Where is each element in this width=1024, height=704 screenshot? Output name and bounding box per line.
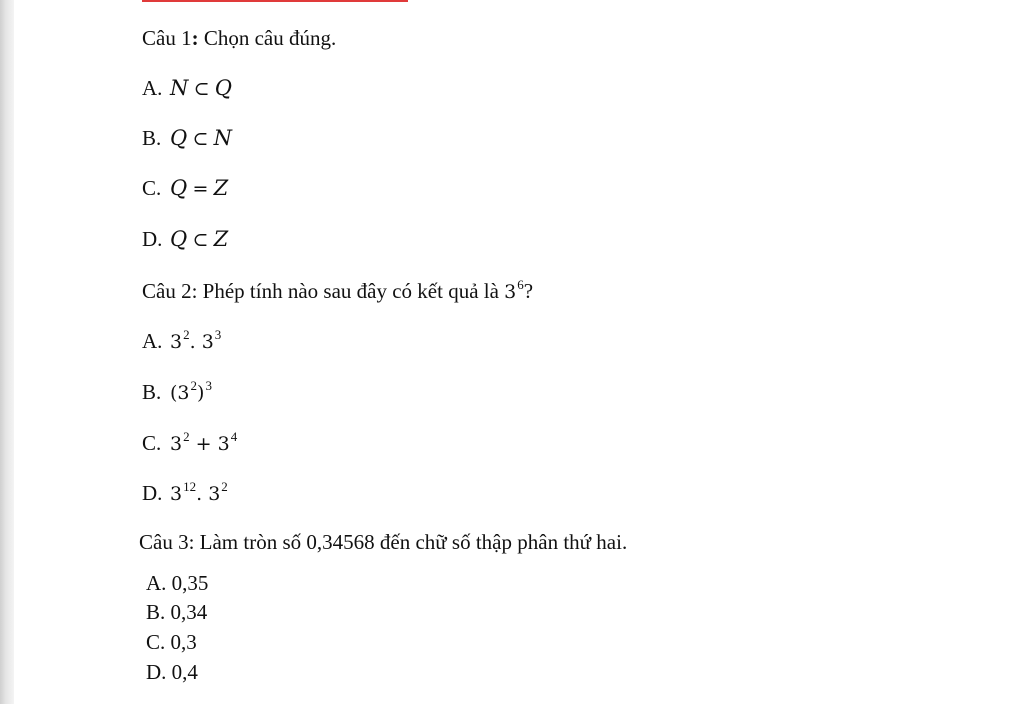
option-operator: ⊂ xyxy=(192,128,209,150)
option-separator: . xyxy=(196,483,209,505)
option-open: (3 xyxy=(170,382,190,404)
option-rhs: Q xyxy=(214,76,233,100)
option-rhs: Z xyxy=(213,227,229,251)
top-red-line xyxy=(142,0,408,2)
question-3-option-a: A. 0,35 xyxy=(146,571,209,595)
question-1-option-c xyxy=(142,176,228,201)
question-2-text: Câu 2: Phép tính nào sau đây có kết quả là xyxy=(142,279,505,303)
option-base-2: 3 xyxy=(201,331,214,353)
option-base-2: 3 xyxy=(208,483,221,505)
question-2-title xyxy=(142,279,533,306)
option-close: ) xyxy=(197,382,205,404)
option-base-1: 3 xyxy=(170,483,183,505)
option-separator: + xyxy=(189,433,218,455)
question-1-text: Chọn câu đúng. xyxy=(198,26,337,50)
question-3-option-c: C. 0,3 xyxy=(146,630,197,654)
option-label: C. xyxy=(142,431,162,455)
option-base-2: 3 xyxy=(217,433,230,455)
question-2-option-c xyxy=(142,431,237,458)
question-1-colon: : xyxy=(191,26,199,50)
question-2-end: ? xyxy=(523,279,534,303)
question-2-option-a xyxy=(142,329,221,356)
option-operator: ⊂ xyxy=(192,229,209,251)
option-operator: = xyxy=(192,178,209,200)
option-label: B. xyxy=(142,126,162,150)
page-left-edge xyxy=(0,0,14,704)
option-exponent-2: 4 xyxy=(230,429,238,444)
option-label: D. xyxy=(142,481,163,505)
question-2-option-b xyxy=(142,380,212,407)
option-exponent-2: 3 xyxy=(205,378,212,393)
option-label: A. xyxy=(142,76,163,100)
option-lhs: Q xyxy=(170,126,188,150)
option-rhs: Z xyxy=(213,176,229,200)
option-exponent-1: 2 xyxy=(183,429,190,444)
option-exponent-2: 3 xyxy=(214,327,222,342)
question-1-title xyxy=(142,26,336,50)
option-lhs: Q xyxy=(170,176,188,200)
question-1-prefix: Câu 1 xyxy=(142,26,192,50)
option-label: B. xyxy=(142,380,162,404)
option-lhs: Q xyxy=(170,227,188,251)
question-2-option-d xyxy=(142,481,228,508)
option-base-1: 3 xyxy=(170,331,183,353)
question-1-option-d xyxy=(142,227,228,252)
option-rhs: N xyxy=(213,126,233,150)
option-lhs: N xyxy=(170,76,189,100)
option-exponent-2: 2 xyxy=(221,479,228,494)
option-separator: . xyxy=(189,331,202,353)
option-operator: ⊂ xyxy=(193,78,210,100)
option-exponent-1: 2 xyxy=(190,378,198,393)
option-exponent-1: 2 xyxy=(183,327,190,342)
option-label: D. xyxy=(142,227,163,251)
question-3-option-b: B. 0,34 xyxy=(146,600,208,624)
question-2-base: 3 xyxy=(504,281,517,303)
question-1-option-a xyxy=(142,76,232,101)
option-base-1: 3 xyxy=(170,433,183,455)
option-exponent-1: 12 xyxy=(183,479,197,494)
option-label: A. xyxy=(142,329,163,353)
question-3-title: Câu 3: Làm tròn số 0,34568 đến chữ số thập phân thứ hai. xyxy=(139,530,628,554)
question-3-option-d: D. 0,4 xyxy=(146,660,198,684)
question-2-exponent: 6 xyxy=(517,277,524,292)
question-1-option-b xyxy=(142,126,232,151)
option-label: C. xyxy=(142,176,162,200)
